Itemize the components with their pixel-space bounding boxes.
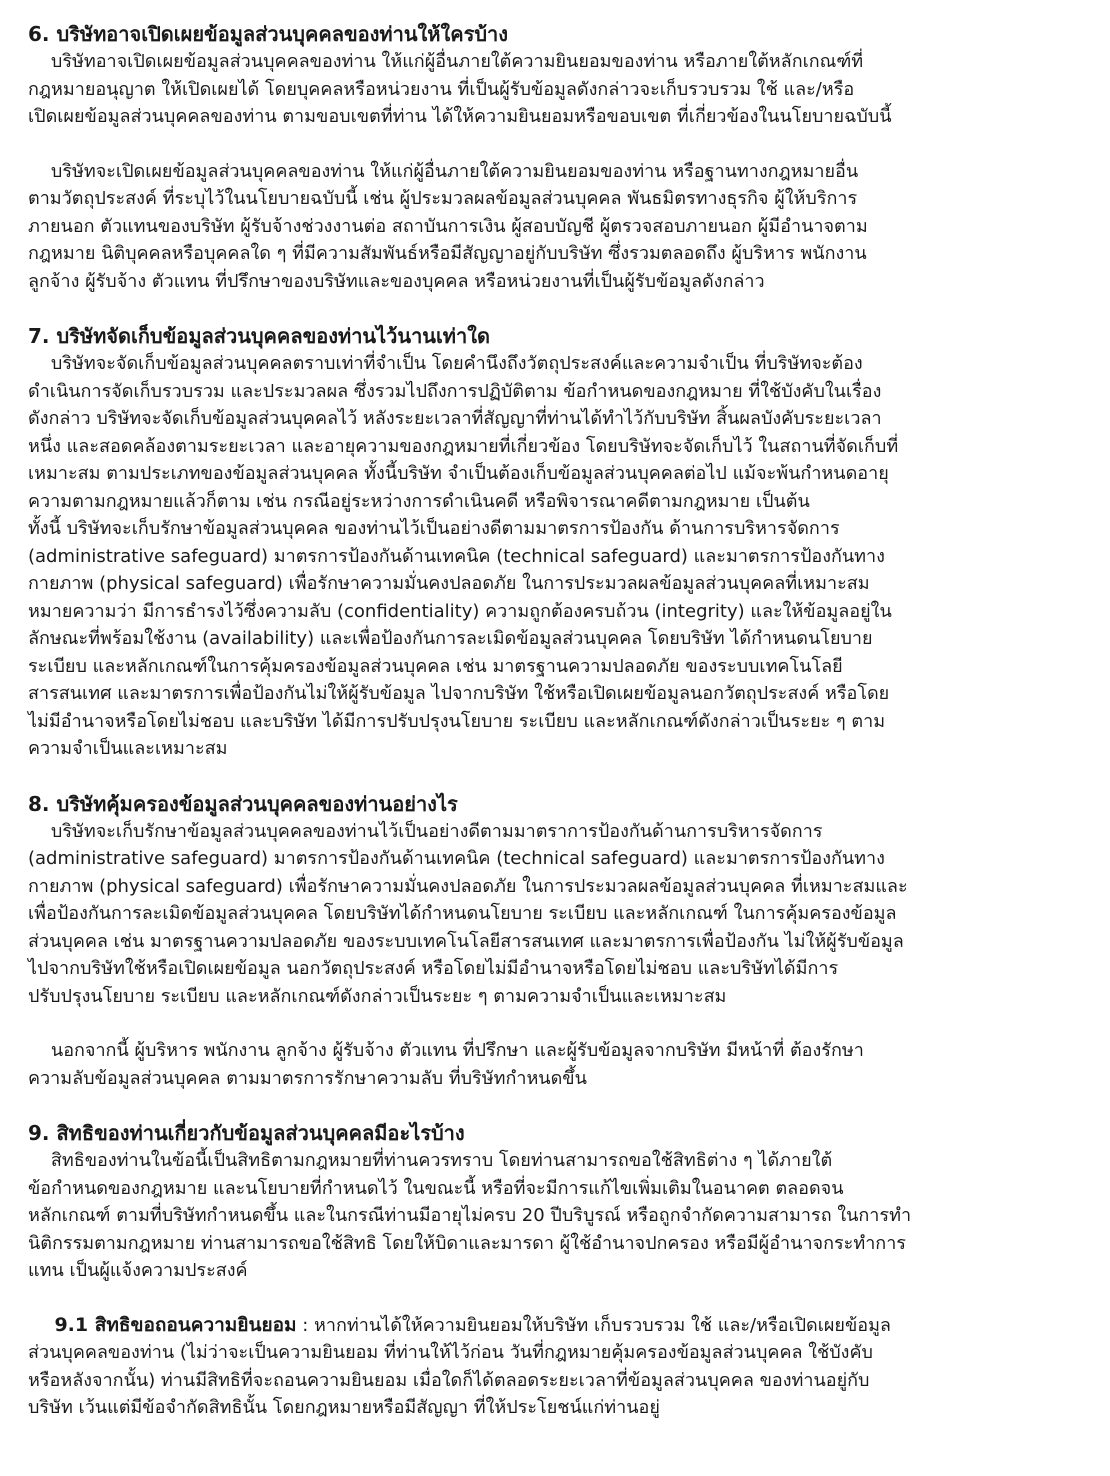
section-9 bbox=[28, 1119, 1086, 1422]
text-line: ความลับข้อมูลส่วนบุคคล ตามมาตรการรักษาความลับ ที่บริษัทกำหนดขึ้น bbox=[28, 1067, 587, 1089]
text-line: หมายความว่า มีการธำรงไว้ซึ่งความลับ (confidentiality) ความถูกต้องครบถ้วน (integrity) และให้ข้อมูลอยู่ใน bbox=[28, 600, 892, 622]
text-line: ไปจากบริษัทใช้หรือเปิดเผยข้อมูล นอกวัตถุประสงค์ หรือโดยไม่มีอำนาจหรือโดยไม่ชอบ และบริษัทได้มีการ bbox=[28, 958, 839, 979]
section-9-1-heading: 9.1 สิทธิขอถอนความยินยอม bbox=[28, 1313, 297, 1336]
section-7 bbox=[28, 322, 1086, 763]
text-line: หนึ่ง และสอดคล้องตามระยะเวลา และอายุความของกฎหมายที่เกี่ยวข้อง โดยบริษัทจะจัดเก็บไว้ ในสถานที่จัดเก็บที่ bbox=[28, 435, 899, 457]
section-9-1-paragraph bbox=[28, 1312, 1086, 1422]
text-line: เพื่อป้องกันการละเมิดข้อมูลส่วนบุคคล โดยบริษัทได้กำหนดนโยบาย ระเบียบ และหลักเกณฑ์ ในการคุ้มครองข้อมูล bbox=[28, 903, 897, 924]
section-8-paragraph-1 bbox=[28, 818, 1086, 1011]
text-line: ดังกล่าว บริษัทจะจัดเก็บข้อมูลส่วนบุคคลไว้ หลังระยะเวลาที่สัญญาที่ท่านได้ทำไว้กับบริษัท สิ้นผลบังคับระยะเวลา bbox=[28, 408, 882, 429]
text-line: บริษัทอาจเปิดเผยข้อมูลส่วนบุคคลของท่าน ให้แก่ผู้อื่นภายใต้ความยินยอมของท่าน หรือภายใต้หลักเกณฑ์ที่ bbox=[28, 51, 864, 72]
text-line: ระเบียบ และหลักเกณฑ์ในการคุ้มครองข้อมูลส่วนบุคคล เช่น มาตรฐานความปลอดภัย ของระบบเทคโนโลยี bbox=[28, 655, 843, 677]
text-line: ลักษณะที่พร้อมใช้งาน (availability) และเพื่อป้องกันการละเมิดข้อมูลส่วนบุคคล โดยบริษัท ได้กำหนดนโยบาย bbox=[28, 628, 873, 649]
text-line: ความตามกฎหมายแล้วก็ตาม เช่น กรณีอยู่ระหว่างการดำเนินคดี หรือพิจารณาคดีตามกฎหมาย เป็นต้น bbox=[28, 490, 810, 512]
text-line: ไม่มีอำนาจหรือโดยไม่ชอบ และบริษัท ได้มีการปรับปรุงนโยบาย ระเบียบ และหลักเกณฑ์ดังกล่าวเป็นระยะ ๆ ตาม bbox=[28, 710, 886, 732]
text-line: สารสนเทศ และมาตรการเพื่อป้องกันไม่ให้ผู้รับข้อมูล ไปจากบริษัท ใช้หรือเปิดเผยข้อมูลนอกวัตถุประสงค์ หรือโดย bbox=[28, 683, 890, 704]
text-line: กฎหมาย นิติบุคคลหรือบุคคลใด ๆ ที่มีความสัมพันธ์หรือมีสัญญาอยู่กับบริษัท ซึ่งรวมตลอดถึง ผู้บริหาร พนักงาน bbox=[28, 243, 867, 264]
text-line: เปิดเผยข้อมูลส่วนบุคคลของท่าน ตามขอบเขตที่ท่าน ได้ให้ความยินยอมหรือขอบเขต ที่เกี่ยวข้องในนโยบายฉบับนี้ bbox=[28, 106, 892, 127]
section-8-paragraph-2 bbox=[28, 1037, 1086, 1092]
text-line: ส่วนบุคคล เช่น มาตรฐานความปลอดภัย ของระบบเทคโนโลยีสารสนเทศ และมาตรการเพื่อป้องกัน ไม่ให้ผู้รับข้อมูล bbox=[28, 930, 904, 952]
text-line: กายภาพ (physical safeguard) เพื่อรักษาความมั่นคงปลอดภัย ในการประมวลผลข้อมูลส่วนบุคคลที่เหมาะสม bbox=[28, 573, 870, 594]
text-line: (administrative safeguard) มาตรการป้องกันด้านเทคนิค (technical safeguard) และมาตรการป้องกันทาง bbox=[28, 848, 885, 869]
text-line: ปรับปรุงนโยบาย ระเบียบ และหลักเกณฑ์ดังกล่าวเป็นระยะ ๆ ตามความจำเป็นและเหมาะสม bbox=[28, 985, 727, 1007]
text-line: ความจำเป็นและเหมาะสม bbox=[28, 738, 228, 759]
text-line: กายภาพ (physical safeguard) เพื่อรักษาความมั่นคงปลอดภัย ในการประมวลผลข้อมูลส่วนบุคคล ที่เหมาะสมและ bbox=[28, 875, 908, 897]
text-line: หลักเกณฑ์ ตามที่บริษัทกำหนดขึ้น และในกรณีท่านมีอายุไม่ครบ 20 ปีบริบูรณ์ หรือถูกจำกัดความสามารถ ในการทำ bbox=[28, 1205, 912, 1226]
text-line: บริษัท เว้นแต่มีข้อจำกัดสิทธินั้น โดยกฎหมายหรือมีสัญญา ที่ให้ประโยชน์แก่ท่านอยู่ bbox=[28, 1397, 660, 1418]
text-line: หรือหลังจากนั้น) ท่านมีสิทธิที่จะถอนความยินยอม เมื่อใดก็ได้ตลอดระยะเวลาที่ข้อมูลส่วนบุคคล ของท่านอยู่กับ bbox=[28, 1369, 870, 1391]
text-line: ตามวัตถุประสงค์ ที่ระบุไว้ในนโยบายฉบับนี้ เช่น ผู้ประมวลผลข้อมูลส่วนบุคคล พันธมิตรทางธุรกิจ ผู้ให้บริการ bbox=[28, 188, 858, 209]
text-line: ลูกจ้าง ผู้รับจ้าง ตัวแทน ที่ปรึกษาของบริษัทและของบุคคล หรือหน่วยงานที่เป็นผู้รับข้อมูลดังกล่าว bbox=[28, 270, 765, 292]
text-line: เหมาะสม ตามประเภทของข้อมูลส่วนบุคคล ทั้งนี้บริษัท จำเป็นต้องเก็บข้อมูลส่วนบุคคลต่อไป แม้จะพ้นกำหนดอายุ bbox=[28, 463, 889, 484]
text-line: บริษัทจะจัดเก็บข้อมูลส่วนบุคคลตราบเท่าที่จำเป็น โดยคำนึงถึงวัตถุประสงค์และความจำเป็น ที่บริษัทจะต้อง bbox=[28, 353, 863, 374]
text-line: สิทธิของท่านในข้อนี้เป็นสิทธิตามกฎหมายที่ท่านควรทราบ โดยท่านสามารถขอใช้สิทธิต่าง ๆ ได้ภายใต้ bbox=[28, 1150, 833, 1171]
section-9-1-first-line: : หากท่านได้ให้ความยินยอมให้บริษัท เก็บรวบรวม ใช้ และ/หรือเปิดเผยข้อมูล bbox=[296, 1314, 891, 1336]
section-8-heading: 8. บริษัทคุ้มครองข้อมูลส่วนบุคคลของท่านอย่างไร bbox=[28, 791, 458, 816]
text-line: ภายนอก ตัวแทนของบริษัท ผู้รับจ้างช่วงงานต่อ สถาบันการเงิน ผู้สอบบัญชี ผู้ตรวจสอบภายนอก ผู้มีอำนาจตาม bbox=[28, 215, 868, 237]
text-line: ทั้งนี้ บริษัทจะเก็บรักษาข้อมูลส่วนบุคคล ของท่านไว้เป็นอย่างดีตามมาตรการป้องกัน ด้านการบริหารจัดการ bbox=[28, 518, 840, 539]
text-line: ดำเนินการจัดเก็บรวบรวม และประมวลผล ซึ่งรวมไปถึงการปฏิบัติตาม ข้อกำหนดของกฎหมาย ที่ใช้บังคับในเรื่อง bbox=[28, 380, 882, 402]
text-line: บริษัทจะเก็บรักษาข้อมูลส่วนบุคคลของท่านไว้เป็นอย่างดีตามมาตราการป้องกันด้านการบริหารจัดการ bbox=[28, 820, 823, 842]
text-line: นอกจากนี้ ผู้บริหาร พนักงาน ลูกจ้าง ผู้รับจ้าง ตัวแทน ที่ปรึกษา และผู้รับข้อมูลจากบริษัท มีหน้าที่ ต้องรักษา bbox=[28, 1040, 864, 1061]
text-line bbox=[28, 1312, 1086, 1340]
text-line: ส่วนบุคคลของท่าน (ไม่ว่าจะเป็นความยินยอม ที่ท่านให้ไว้ก่อน วันที่กฎหมายคุ้มครองข้อมูลส่วนบุคคล ใช้บังคับ bbox=[28, 1342, 873, 1363]
text-line: แทน เป็นผู้แจ้งความประสงค์ bbox=[28, 1260, 248, 1281]
section-6-paragraph-1 bbox=[28, 48, 1086, 131]
section-6 bbox=[28, 20, 1086, 295]
section-9-paragraph-1 bbox=[28, 1147, 1086, 1285]
text-line: กฎหมายอนุญาต ให้เปิดเผยได้ โดยบุคคลหรือหน่วยงาน ที่เป็นผู้รับข้อมูลดังกล่าวจะเก็บรวบรวม ใช้ และ/หรือ bbox=[28, 78, 855, 100]
section-6-heading: 6. บริษัทอาจเปิดเผยข้อมูลส่วนบุคคลของท่านให้ใครบ้าง bbox=[28, 22, 509, 46]
section-8 bbox=[28, 790, 1086, 1093]
section-9-heading: 9. สิทธิของท่านเกี่ยวกับข้อมูลส่วนบุคคลมีอะไรบ้าง bbox=[28, 1121, 465, 1145]
text-line: (administrative safeguard) มาตรการป้องกันด้านเทคนิค (technical safeguard) และมาตรการป้องกันทาง bbox=[28, 545, 885, 567]
text-line: นิติกรรมตามกฎหมาย ท่านสามารถขอใช้สิทธิ โดยให้บิดาและมารดา ผู้ใช้อำนาจปกครอง หรือมีผู้อำนาจกระทำการ bbox=[28, 1232, 906, 1254]
section-6-paragraph-2 bbox=[28, 158, 1086, 296]
section-7-paragraph-1 bbox=[28, 350, 1086, 763]
section-7-heading: 7. บริษัทจัดเก็บข้อมูลส่วนบุคคลของท่านไว้นานเท่าใด bbox=[28, 324, 490, 348]
policy-document bbox=[28, 20, 1086, 1422]
text-line: บริษัทจะเปิดเผยข้อมูลส่วนบุคคลของท่าน ให้แก่ผู้อื่นภายใต้ความยินยอมของท่าน หรือฐานทางกฎหมายอื่น bbox=[28, 160, 859, 182]
text-line: ข้อกำหนดของกฎหมาย และนโยบายที่กำหนดไว้ ในขณะนี้ หรือที่จะมีการแก้ไขเพิ่มเติมในอนาคต ตลอดจน bbox=[28, 1177, 844, 1199]
